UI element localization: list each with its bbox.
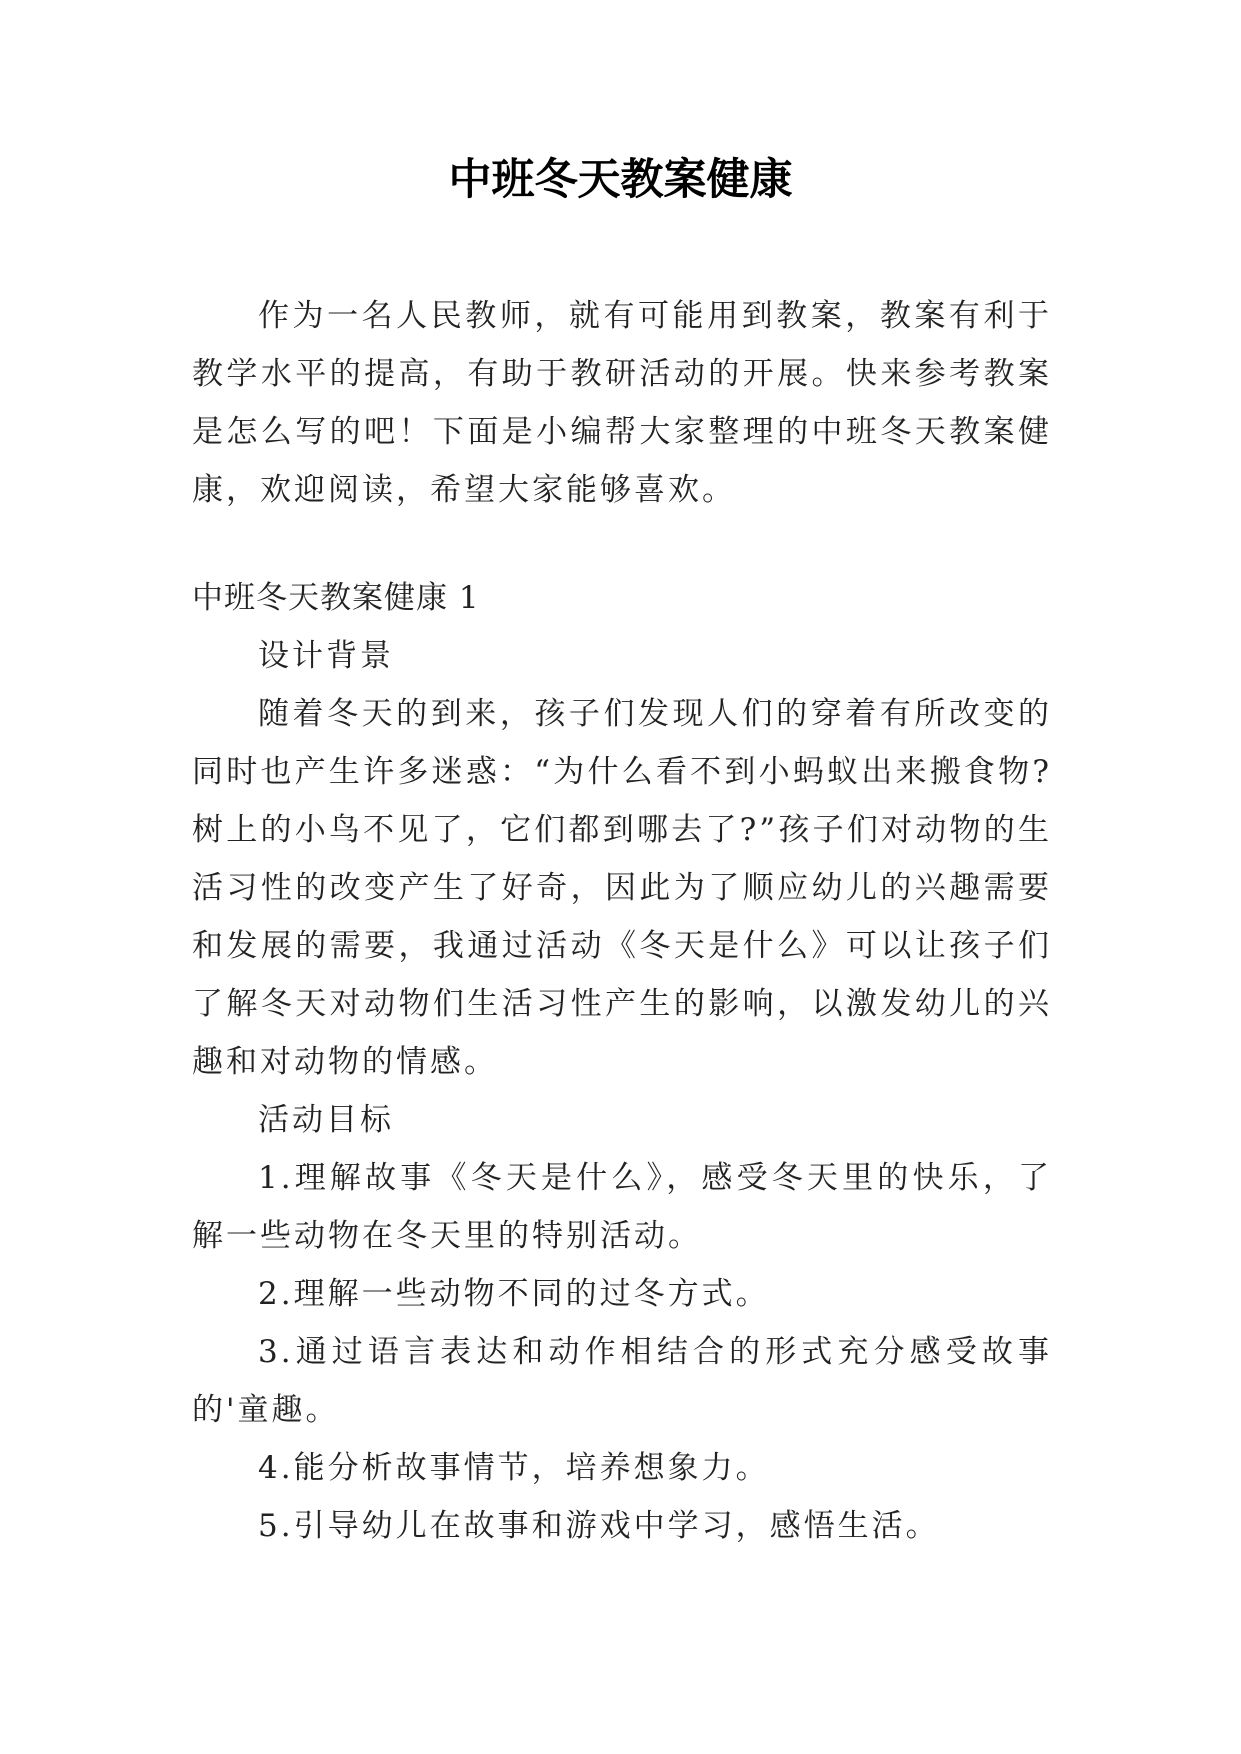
background-heading: 设计背景: [258, 638, 394, 674]
document-title: 中班冬天教案健康: [448, 155, 793, 205]
goal-item: 5.引导幼儿在故事和游戏中学习，感悟生活。: [258, 1508, 940, 1544]
goal-item: 3.通过语言表达和动作相结合的形式充分感受故事的'童趣。: [192, 1334, 1052, 1428]
section-heading: 中班冬天教案健康 1: [192, 580, 480, 616]
goal-item: 2.理解一些动物不同的过冬方式。: [258, 1276, 770, 1312]
goals-heading: 活动目标: [258, 1102, 394, 1138]
document-body: [192, 287, 1052, 1555]
background-paragraph: 随着冬天的到来，孩子们发现人们的穿着有所改变的同时也产生许多迷惑：“为什么看不到小蚂蚁出来搬食物?树上的小鸟不见了，它们都到哪去了?”孩子们对动物的生活习性的改变产生了好奇，因此为了顺应幼儿的兴趣需要和发展的需要，我通过活动《冬天是什么》可以让孩子们了解冬天对动物们生活习性产生的影响，以激发幼儿的兴趣和对动物的情感。: [192, 696, 1052, 1080]
intro-paragraph: 作为一名人民教师，就有可能用到教案，教案有利于教学水平的提高，有助于教研活动的开展。快来参考教案是怎么写的吧！下面是小编帮大家整理的中班冬天教案健康，欢迎阅读，希望大家能够喜欢。: [192, 298, 1052, 508]
goal-item: 4.能分析故事情节，培养想象力。: [258, 1450, 770, 1486]
goal-item: 1.理解故事《冬天是什么》，感受冬天里的快乐，了解一些动物在冬天里的特别活动。: [192, 1160, 1052, 1254]
